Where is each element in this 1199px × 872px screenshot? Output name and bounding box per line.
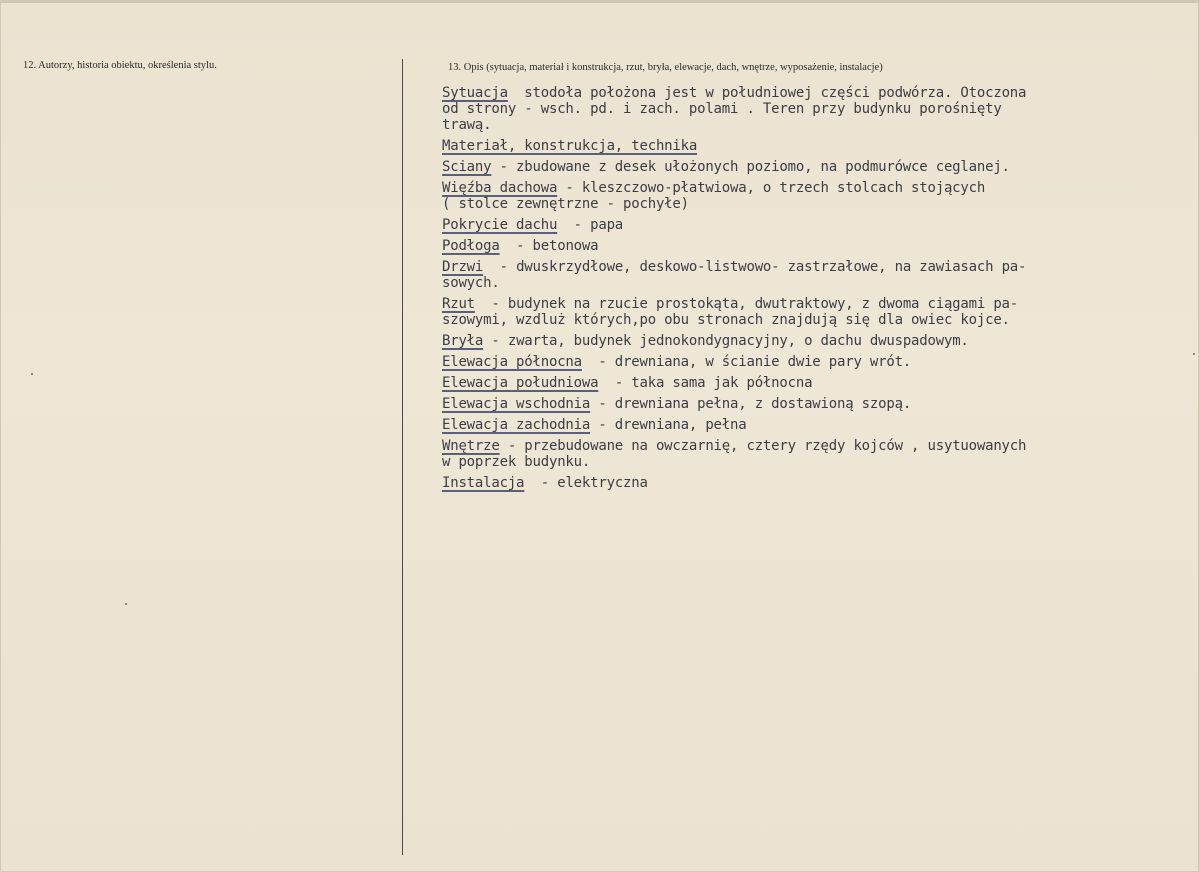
- entry-first-line: [442, 417, 1172, 433]
- entry-heading: Instalacja: [442, 475, 525, 491]
- entry-first-line: [442, 375, 1172, 391]
- entry-heading: Materiał, konstrukcja, technika: [442, 138, 698, 154]
- entry-first-line: [442, 438, 1172, 454]
- entry-heading: Sciany: [442, 159, 492, 175]
- entry-first-line: [442, 333, 1172, 349]
- entry-continuation-line: trawą.: [442, 117, 492, 133]
- entry-heading: Rzut: [442, 296, 475, 312]
- paper-speck: [31, 373, 33, 375]
- entry-first-line: [442, 238, 1172, 254]
- section-13-label: 13. Opis (sytuacja, materiał i konstrukcja, rzut, bryła, elewacje, dach, wnętrze, wyposażenie, instalacje): [448, 62, 883, 73]
- description-entry: [442, 417, 1172, 433]
- entry-text: - budynek na rzucie prostokąta, dwutraktowy, z dwoma ciągami pa-: [474, 296, 1019, 312]
- entry-first-line: [442, 217, 1172, 233]
- paper-speck: [125, 603, 127, 605]
- entry-heading: Elewacja zachodnia: [442, 417, 591, 433]
- entry-first-line: [442, 180, 1172, 196]
- entry-text: - papa: [557, 217, 624, 233]
- column-divider: [402, 59, 403, 855]
- description-entry: [442, 159, 1172, 175]
- description-entry: [442, 259, 1172, 291]
- entry-text: - kleszczowo-płatwiowa, o trzech stolcach stojących: [557, 180, 986, 196]
- entry-first-line: [442, 159, 1172, 175]
- entry-text: stodoła położona jest w południowej części podwórza. Otoczona: [507, 85, 1027, 101]
- entry-text: - zbudowane z desek ułożonych poziomo, na podmurówce ceglanej.: [491, 159, 1010, 175]
- entry-heading: Bryła: [442, 333, 484, 349]
- entry-continuation-line: sowych.: [442, 275, 500, 291]
- entry-text: - zwarta, budynek jednokondygnacyjny, o dachu dwuspadowym.: [483, 333, 969, 349]
- entry-first-line: [442, 259, 1172, 275]
- entry-heading: Sytuacja: [442, 85, 508, 101]
- description-entry: [442, 217, 1172, 233]
- description-entry: [442, 180, 1172, 212]
- description-entry: [442, 238, 1172, 254]
- entry-first-line: [442, 85, 1172, 101]
- description-entry: [442, 138, 1172, 154]
- entry-continuation-line: ( stolce zewnętrzne - pochyłe): [442, 196, 689, 212]
- entry-text: - dwuskrzydłowe, deskowo-listwowo- zastrzałowe, na zawiasach pa-: [483, 259, 1027, 275]
- paper-speck: [1193, 353, 1195, 355]
- entry-continuation-line: od strony - wsch. pd. i zach. polami . Teren przy budynku porośnięty: [442, 101, 1002, 117]
- entry-continuation-line: szowymi, wzdluż których,po obu stronach znajdują się dla owiec kojce.: [442, 312, 1010, 328]
- description-entry: [442, 475, 1172, 491]
- description-entry: [442, 375, 1172, 391]
- entry-heading: Więźba dachowa: [442, 180, 558, 196]
- entry-heading: Elewacja południowa: [442, 375, 599, 391]
- entry-heading: Drzwi: [442, 259, 484, 275]
- entry-text: - drewniana, w ścianie dwie pary wrót.: [581, 354, 912, 370]
- section-12-label: 12. Autorzy, historia obiektu, określenia stylu.: [23, 60, 217, 71]
- entry-text: - taka sama jak północna: [598, 375, 813, 391]
- description-entry: [442, 333, 1172, 349]
- entry-text: - betonowa: [499, 238, 599, 254]
- entry-text: - przebudowane na owczarnię, cztery rzędy kojców , usytuowanych: [499, 438, 1027, 454]
- entry-heading: Elewacja wschodnia: [442, 396, 591, 412]
- entry-continuation-line: w poprzek budynku.: [442, 454, 591, 470]
- entry-first-line: [442, 475, 1172, 491]
- entry-heading: Wnętrze: [442, 438, 500, 454]
- entry-heading: Podłoga: [442, 238, 500, 254]
- entry-heading: Pokrycie dachu: [442, 217, 558, 233]
- description-entry: [442, 396, 1172, 412]
- entry-text: - drewniana pełna, z dostawioną szopą.: [590, 396, 912, 412]
- entry-heading: Elewacja północna: [442, 354, 582, 370]
- top-edge: [1, 1, 1199, 3]
- entry-text: - drewniana, pełna: [590, 417, 747, 433]
- entry-text: - elektryczna: [524, 475, 648, 491]
- description-entry: [442, 438, 1172, 470]
- description-entry: [442, 354, 1172, 370]
- description-entries: [442, 85, 1172, 496]
- description-entry: [442, 296, 1172, 328]
- entry-first-line: [442, 354, 1172, 370]
- description-entry: [442, 85, 1172, 133]
- entry-first-line: [442, 396, 1172, 412]
- entry-first-line: [442, 138, 1172, 154]
- entry-first-line: [442, 296, 1172, 312]
